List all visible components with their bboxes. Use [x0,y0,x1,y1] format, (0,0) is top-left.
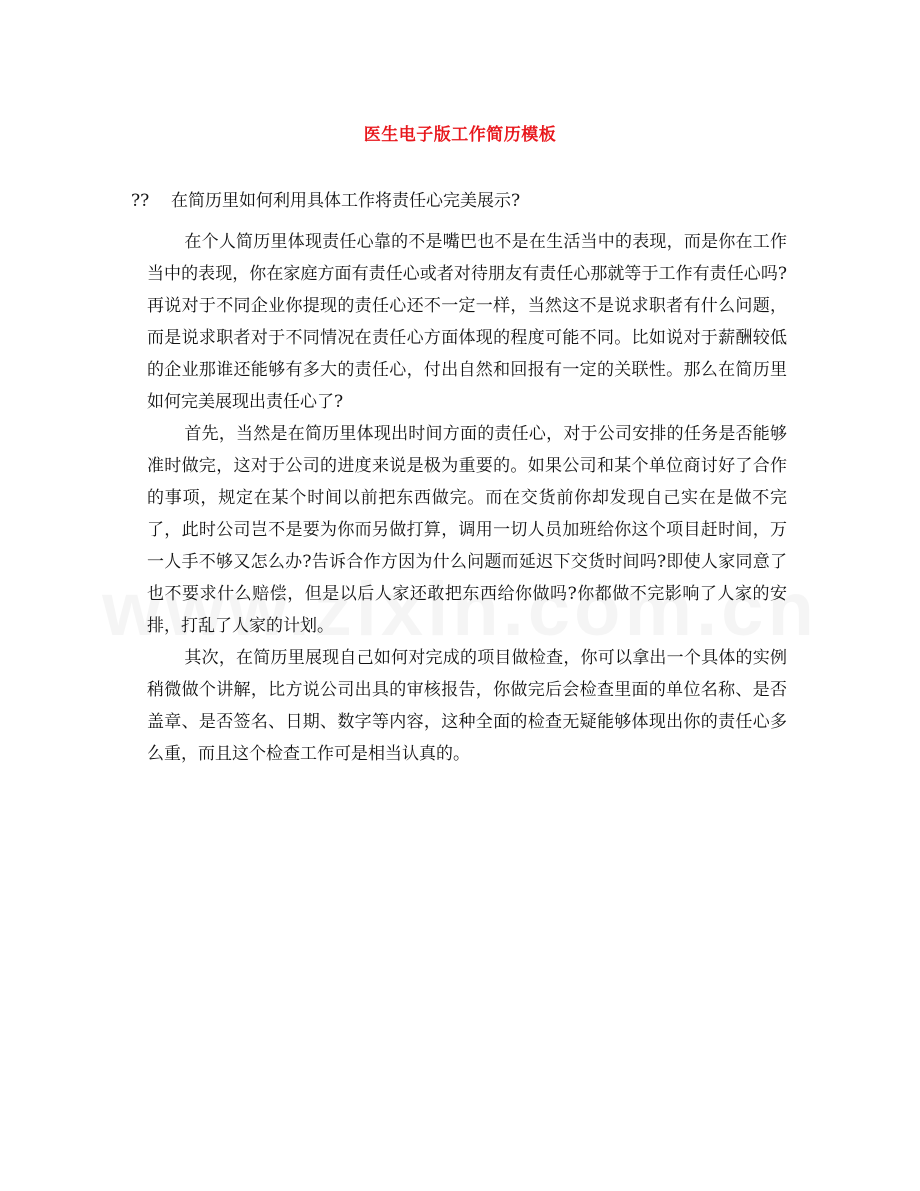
question-marker: ?? [131,191,150,211]
document-body [147,226,787,770]
question-line [131,190,520,212]
question-text: 在简历里如何利用具体工作将责任心完美展示? [171,191,521,211]
paragraph-2: 首先，当然是在简历里体现出时间方面的责任心，对于公司安排的任务是否能够准时做完，这对于公司的进度来说是极为重要的。如果公司和某个单位商讨好了合作的事项，规定在某个时间以前把东西做完。而在交货前你却发现自己实在是做不完了，此时公司岂不是要为你而另做打算，调用一切人员加班给你这个项目赶时间，万一人手不够又怎么办?告诉合作方因为什么问题而延迟下交货时间吗?即使人家同意了也不要求什么赔偿，但是以后人家还敢把东西给你做吗?你都做不完影响了人家的安排，打乱了人家的计划。 [147,424,787,636]
paragraph-1: 在个人简历里体现责任心靠的不是嘴巴也不是在生活当中的表现，而是你在工作当中的表现，你在家庭方面有责任心或者对待朋友有责任心那就等于工作有责任心吗?再说对于不同企业你提现的责任心还不一定一样，当然这不是说求职者有什么问题，而是说求职者对于不同情况在责任心方面体现的程度可能不同。比如说对于薪酬较低的企业那谁还能够有多大的责任心，付出自然和回报有一定的关联性。那么在简历里如何完美展现出责任心了? [147,232,787,412]
paragraph-3: 其次，在简历里展现自己如何对完成的项目做检查，你可以拿出一个具体的实例稍微做个讲解，比方说公司出具的审核报告，你做完后会检查里面的单位名称、是否盖章、是否签名、日期、数字等内容，这种全面的检查无疑能够体现出你的责任心多么重，而且这个检查工作可是相当认真的。 [147,648,787,764]
document-title: 医生电子版工作简历模板 [363,125,557,145]
